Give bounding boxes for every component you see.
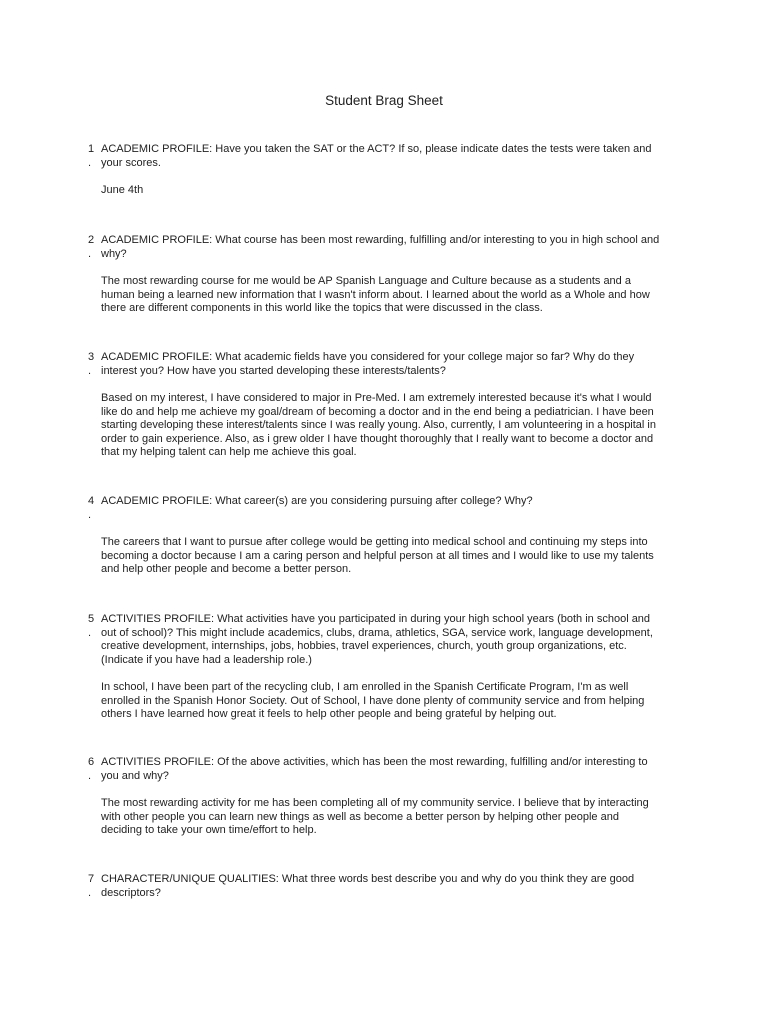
number-digit: 6 bbox=[88, 756, 95, 768]
question-text: ACTIVITIES PROFILE: Of the above activities, which has been the most rewarding, fulfilling and/or interesting to you and why? bbox=[101, 756, 648, 782]
answer-text: The careers that I want to pursue after college would be getting into medical school and continuing my steps into becoming a doctor because I am a caring person and helpful person at all times and I would like to use my talents and help other people and become a better person. bbox=[101, 536, 654, 575]
question-number bbox=[88, 873, 98, 900]
question-item-5 bbox=[88, 613, 688, 722]
number-dot: . bbox=[88, 769, 92, 782]
answer-text: June 4th bbox=[101, 184, 144, 196]
question-item-3 bbox=[88, 351, 688, 460]
question-number bbox=[88, 143, 98, 170]
number-digit: 5 bbox=[88, 613, 95, 625]
question-item-1 bbox=[88, 143, 688, 198]
answer-text: The most rewarding activity for me has been completing all of my community service. I believe that by interacting with other people you can learn new things as well as become a better person by helping other people and deciding to take your own time/effort to help. bbox=[101, 797, 649, 836]
question-item-2 bbox=[88, 234, 688, 316]
number-dot: . bbox=[88, 156, 92, 169]
question-number bbox=[88, 234, 98, 261]
number-digit: 7 bbox=[88, 873, 95, 885]
answer-text: In school, I have been part of the recycling club, I am enrolled in the Spanish Certificate Program, I'm as well enrolled in the Spanish Honor Society. Out of School, I have done plenty of community service and from helping others I have learned how great it feels to help other people and being grateful by helping out. bbox=[101, 681, 645, 720]
question-text: ACADEMIC PROFILE: What course has been most rewarding, fulfilling and/or interesting to you in high school and why? bbox=[101, 234, 660, 260]
number-dot: . bbox=[88, 364, 92, 377]
question-text: ACADEMIC PROFILE: What academic fields have you considered for your college major so far? Why do they interest you? How have you started developing these interests/talents? bbox=[101, 351, 635, 377]
question-item-6 bbox=[88, 756, 688, 838]
question-number bbox=[88, 351, 98, 378]
number-dot: . bbox=[88, 626, 92, 639]
question-item-7 bbox=[88, 873, 688, 900]
number-dot: . bbox=[88, 247, 92, 260]
question-number bbox=[88, 756, 98, 783]
question-number bbox=[88, 495, 98, 522]
number-digit: 3 bbox=[88, 351, 95, 363]
question-text: ACTIVITIES PROFILE: What activities have you participated in during your high school years (both in school and out of school)? This might include academics, clubs, drama, athletics, SGA, service work, language development, creative development, internships, jobs, hobbies, travel experiences, church, youth group organizations, etc. (Indicate if you have had a leadership role.) bbox=[101, 613, 653, 666]
question-text: ACADEMIC PROFILE: What career(s) are you considering pursuing after college? Why? bbox=[101, 495, 533, 507]
answer-text: Based on my interest, I have considered to major in Pre-Med. I am extremely interested because it's what I would like do and help me achieve my goal/dream of becoming a doctor and in the end being a pediatrician. I have been starting developing these interest/talents since I was really young. Also, currently, I am volunteering in a hospital in order to gain experience. Also, as i grew older I have thought thoroughly that I really want to become a doctor and that my helping talent can help me achieve this goal. bbox=[101, 392, 656, 458]
answer-text: The most rewarding course for me would be AP Spanish Language and Culture because as a students and a human being a learned new information that I wasn't inform about. I learned about the world as a Whole and how there are different components in this world like the topics that were discussed in the class. bbox=[101, 275, 650, 314]
number-dot: . bbox=[88, 508, 92, 521]
number-digit: 1 bbox=[88, 143, 95, 155]
question-text: CHARACTER/UNIQUE QUALITIES: What three words best describe you and why do you think they are good descriptors? bbox=[101, 873, 635, 899]
number-dot: . bbox=[88, 886, 92, 899]
question-item-4 bbox=[88, 495, 688, 577]
question-number bbox=[88, 613, 98, 640]
number-digit: 4 bbox=[88, 495, 95, 507]
page-title: Student Brag Sheet bbox=[325, 93, 443, 108]
number-digit: 2 bbox=[88, 234, 95, 246]
question-text: ACADEMIC PROFILE: Have you taken the SAT or the ACT? If so, please indicate dates the tests were taken and your scores. bbox=[101, 143, 652, 169]
